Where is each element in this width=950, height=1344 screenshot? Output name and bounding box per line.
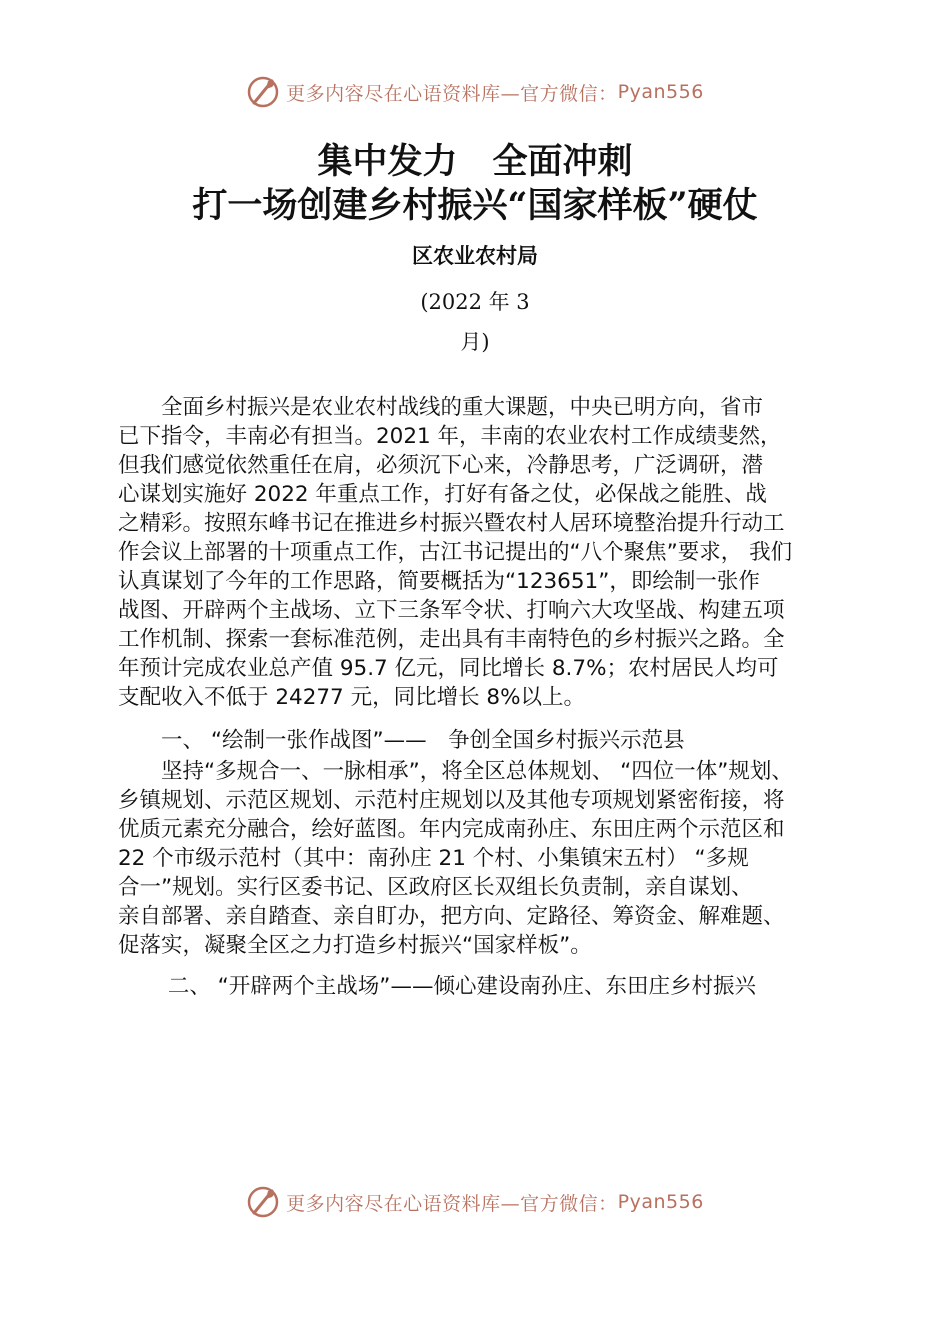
quill-logo-icon [246,75,280,109]
body-line: 乡镇规划、示范区规划、示范村庄规划以及其他专项规划紧密衔接，将 [118,788,785,813]
body-line: 工作机制、探索一套标准范例，走出具有丰南特色的乡村振兴之路。全 [118,627,785,652]
body-line: 心谋划实施好 2022 年重点工作，打好有备之仗，必保战之能胜、战 [118,482,767,507]
document-date-line-1: (2022 年 3 [420,290,530,314]
body-line: 作会议上部署的十项重点工作，古江书记提出的“八个聚焦”要求， 我们 [118,540,793,565]
body-line: 支配收入不低于 24277 元，同比增长 8%以上。 [118,685,586,710]
watermark-text: 更多内容尽在心语资料库—官方微信： [286,1192,618,1215]
watermark-text: 更多内容尽在心语资料库—官方微信： [286,82,618,105]
body-line: 但我们感觉依然重任在肩，必须沉下心来，冷静思考，广泛调研，潜 [118,453,764,478]
body-line: 之精彩。按照东峰书记在推进乡村振兴暨农村人居环境整治提升行动工 [118,511,785,536]
body-line: 全面乡村振兴是农业农村战线的重大课题，中央已明方向，省市 [118,395,764,420]
body-line: 22 个市级示范村（其中：南孙庄 21 个村、小集镇宋五村） “多规 [118,846,749,871]
body-line: 亲自部署、亲自踏查、亲自盯办，把方向、定路径、筹资金、解难题、 [118,904,785,929]
watermark-wechat-id: Pyan556 [617,1191,704,1213]
document-author: 区农业农村局 [412,244,538,268]
document-title-line-1: 集中发力 全面冲刺 [317,141,633,182]
body-line: 坚持“多规合一、一脉相承”，将全区总体规划、 “四位一体”规划、 [118,759,793,784]
body-line: 优质元素充分融合，绘好蓝图。年内完成南孙庄、东田庄两个示范区和 [118,817,785,842]
quill-logo-icon [246,1185,280,1219]
body-line: 战图、开辟两个主战场、立下三条军令状、打响六大攻坚战、构建五项 [118,598,785,623]
document-date-line-2: 月) [460,330,490,354]
section-heading-2: 二、 “开辟两个主战场”——倾心建设南孙庄、东田庄乡村振兴 [118,974,756,999]
body-line: 合一”规划。实行区委书记、区政府区长双组长负责制，亲自谋划、 [118,875,753,900]
body-line: 年预计完成农业总产值 95.7 亿元，同比增长 8.7%；农村居民人均可 [118,656,779,681]
document-title-line-2: 打一场创建乡村振兴“国家样板”硬仗 [192,185,758,226]
watermark-header [0,72,950,112]
body-line: 认真谋划了今年的工作思路，简要概括为“123651”，即绘制一张作 [118,569,760,594]
watermark-footer [0,1182,950,1222]
body-line: 已下指令，丰南必有担当。2021 年，丰南的农业农村工作成绩斐然， [118,424,782,449]
body-line: 促落实，凝聚全区之力打造乡村振兴“国家样板”。 [118,933,592,958]
section-heading-1: 一、 “绘制一张作战图”—— 争创全国乡村振兴示范县 [118,728,685,753]
watermark-wechat-id: Pyan556 [617,81,704,103]
